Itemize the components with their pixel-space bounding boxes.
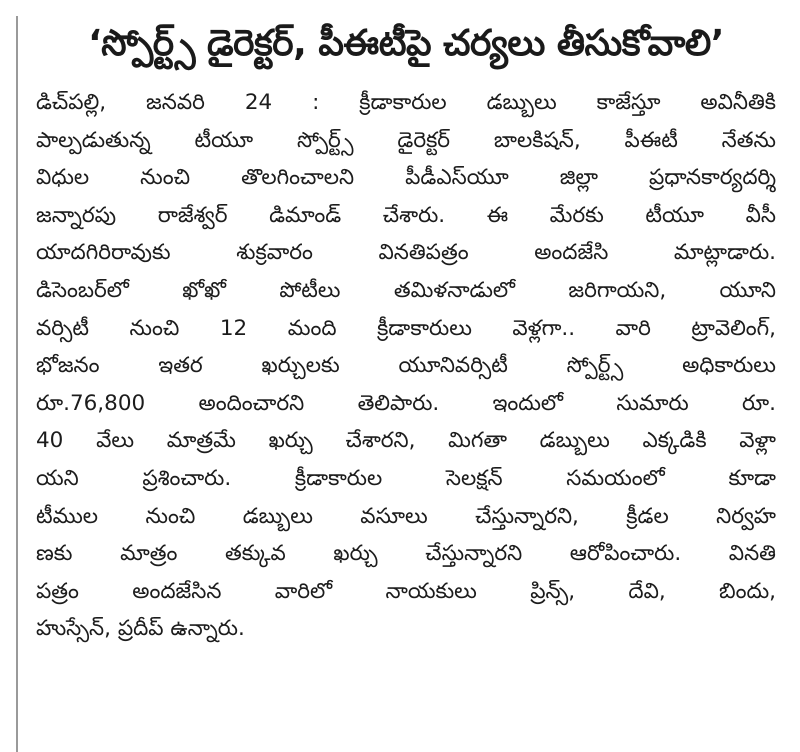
article-line: టీముల నుంచి డబ్బులు వసూలు చేస్తున్నారని, క్రీడల నిర్వహ: [36, 503, 776, 529]
article-headline: ‘స్పోర్ట్స్ డైరెక్టర్, పీఈటీపై చర్యలు తీసుకోవాలి’: [88, 23, 724, 64]
article-line: విధుల నుంచి తొలగించాలని పీడీఎస్‌యూ జిల్లా ప్రధానకార్యదర్శి: [36, 165, 776, 191]
article-line: పత్రం అందజేసిన వారిలో నాయకులు ప్రిన్స్, దేవి, బిందు,: [36, 578, 776, 604]
article-line: భోజనం ఇతర ఖర్చులకు యూనివర్సిటీ స్పోర్ట్స్ అధికారులు: [36, 353, 776, 379]
article-body: [36, 84, 776, 648]
left-border-rule: [16, 16, 18, 752]
article-line: డిచ్‌పల్లి, జనవరి 24 : క్రీడాకారుల డబ్బులు కాజేస్తూ అవినీతికి: [36, 90, 776, 115]
article-line: ణకు మాత్రం తక్కువ ఖర్చు చేస్తున్నారని ఆరోపించారు. వినతి: [36, 541, 776, 567]
article-line: యాదగిరిరావుకు శుక్రవారం వినతిపత్రం అందజేసి మాట్లాడారు.: [36, 240, 776, 266]
article-line: డిసెంబర్‌లో ఖోఖో పోటీలు తమిళనాడులో జరిగాయని, యూని: [36, 277, 776, 303]
article-line: పాల్పడుతున్న టీయూ స్పోర్ట్స్ డైరెక్టర్ బాలకిషన్, పీఈటీ నేతను: [36, 127, 776, 153]
article-line: రూ.76,800 అందించారని తెలిపారు. ఇందులో సుమారు రూ.: [36, 390, 776, 416]
article-line: హుస్సేన్, ప్రదీప్ ఉన్నారు.: [36, 616, 245, 642]
article-line: 40 వేలు మాత్రమే ఖర్చు చేశారని, మిగతా డబ్బులు ఎక్కడికి వెళ్లా: [36, 428, 776, 454]
article-line: వర్సిటీ నుంచి 12 మంది క్రీడాకారులు వెళ్లగా.. వారి ట్రావెలింగ్,: [36, 315, 776, 341]
article-line: జన్నారపు రాజేశ్వర్ డిమాండ్ చేశారు. ఈ మేరకు టీయూ వీసీ: [36, 202, 776, 228]
article-line: యని ప్రశించారు. క్రీడాకారుల సెలక్షన్ సమయంలో కూడా: [36, 465, 776, 491]
